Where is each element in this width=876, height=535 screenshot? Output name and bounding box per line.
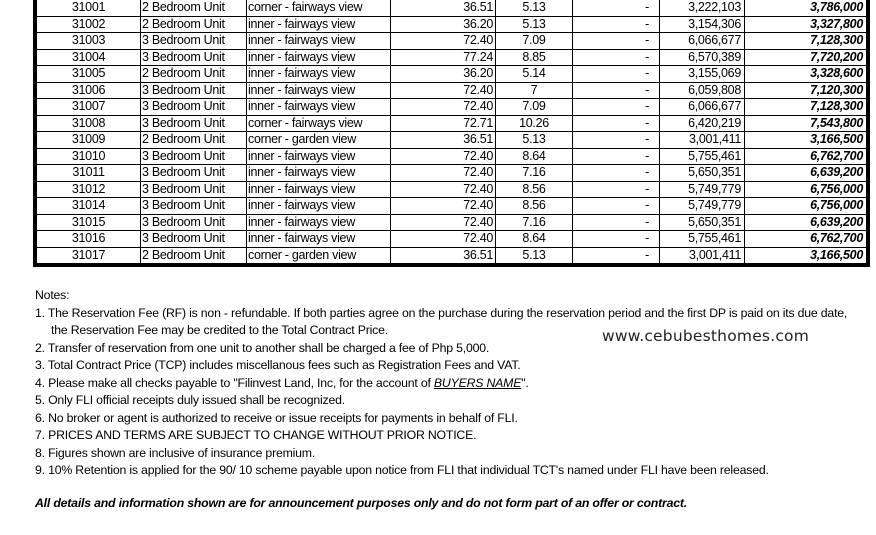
blank-value-cell: - [573,231,660,248]
unit-number-cell: 31008 [37,115,141,132]
unit-type-cell: 3 Bedroom Unit [141,198,247,215]
balcony-area-cell: 7.09 [496,99,573,116]
unit-view-cell: inner - fairways view [247,214,391,231]
table-row [37,16,867,33]
unit-number-cell: 31012 [37,181,141,198]
unit-view-cell: inner - fairways view [247,198,391,215]
balcony-area-cell: 7.09 [496,33,573,50]
unit-number-cell: 31009 [37,132,141,149]
table-row [37,148,867,165]
unit-type-cell: 3 Bedroom Unit [141,148,247,165]
unit-view-cell: inner - fairways view [247,82,391,99]
unit-number-cell: 31002 [37,16,141,33]
note-4-buyer-name: BUYERS NAME [433,375,522,390]
list-price-cell: 5,749,779 [660,198,745,215]
unit-type-cell: 3 Bedroom Unit [141,231,247,248]
table-row [37,33,867,50]
notes-section [35,287,865,480]
balcony-area-cell: 8.64 [496,231,573,248]
total-contract-price-cell: 6,756,000 [745,181,867,198]
table-row [37,132,867,149]
unit-type-cell: 3 Bedroom Unit [141,33,247,50]
unit-type-cell: 2 Bedroom Unit [141,66,247,83]
total-contract-price-cell: 3,166,500 [745,247,867,264]
unit-number-cell: 31007 [37,99,141,116]
blank-value-cell: - [573,165,660,182]
floor-area-cell: 36.51 [391,0,496,16]
floor-area-cell: 36.51 [391,132,496,149]
table-row [37,49,867,66]
total-contract-price-cell: 3,166,500 [745,132,867,149]
blank-value-cell: - [573,181,660,198]
balcony-area-cell: 5.14 [496,66,573,83]
unit-view-cell: corner - garden view [247,132,391,149]
blank-value-cell: - [573,148,660,165]
blank-value-cell: - [573,49,660,66]
floor-area-cell: 72.40 [391,99,496,116]
balcony-area-cell: 7.16 [496,165,573,182]
unit-view-cell: inner - fairways view [247,66,391,83]
table-row [37,247,867,264]
floor-area-cell: 36.20 [391,16,496,33]
list-price-cell: 3,154,306 [660,16,745,33]
note-5: 5. Only FLI official receipts duly issued shall be recognized. [35,393,345,407]
total-contract-price-cell: 3,328,600 [745,66,867,83]
unit-view-cell: inner - fairways view [247,165,391,182]
floor-area-cell: 72.40 [391,82,496,99]
unit-type-cell: 3 Bedroom Unit [141,115,247,132]
unit-view-cell: inner - fairways view [247,99,391,116]
floor-area-cell: 36.51 [391,247,496,264]
note-4-text: 4. Please make all checks payable to "Filinvest Land, Inc, for the account of [35,375,434,390]
balcony-area-cell: 7.16 [496,214,573,231]
floor-area-cell: 72.40 [391,33,496,50]
floor-area-cell: 72.40 [391,181,496,198]
total-contract-price-cell: 7,128,300 [745,33,867,50]
list-price-cell: 3,001,411 [660,247,745,264]
table-row [37,115,867,132]
note-4 [35,375,865,393]
blank-value-cell: - [573,115,660,132]
unit-number-cell: 31003 [37,33,141,50]
note-6: 6. No broker or agent is authorized to receive or issue receipts for payments in behalf of FLI. [35,410,518,425]
balcony-area-cell: 8.56 [496,198,573,215]
unit-view-cell: inner - fairways view [247,49,391,66]
total-contract-price-cell: 3,327,800 [745,16,867,33]
balcony-area-cell: 5.13 [496,16,573,33]
balcony-area-cell: 5.13 [496,247,573,264]
total-contract-price-cell: 6,756,000 [745,198,867,215]
blank-value-cell: - [573,198,660,215]
list-price-cell: 6,066,677 [660,99,745,116]
unit-view-cell: inner - fairways view [247,231,391,248]
floor-area-cell: 72.40 [391,214,496,231]
notes-heading: Notes: [35,288,70,302]
table-row [37,198,867,215]
note-4-end: ". [521,375,529,390]
list-price-cell: 5,755,461 [660,231,745,248]
balcony-area-cell: 7 [496,82,573,99]
blank-value-cell: - [573,214,660,231]
balcony-area-cell: 8.64 [496,148,573,165]
list-price-cell: 6,420,219 [660,115,745,132]
total-contract-price-cell: 6,639,200 [745,165,867,182]
unit-type-cell: 3 Bedroom Unit [141,99,247,116]
table-row [37,165,867,182]
unit-type-cell: 3 Bedroom Unit [141,49,247,66]
total-contract-price-cell: 6,762,700 [745,148,867,165]
total-contract-price-cell: 6,762,700 [745,231,867,248]
unit-type-cell: 2 Bedroom Unit [141,16,247,33]
total-contract-price-cell: 7,543,800 [745,115,867,132]
total-contract-price-cell: 7,720,200 [745,49,867,66]
list-price-cell: 5,650,351 [660,165,745,182]
list-price-cell: 5,650,351 [660,214,745,231]
blank-value-cell: - [573,99,660,116]
unit-type-cell: 2 Bedroom Unit [141,247,247,264]
floor-area-cell: 72.40 [391,165,496,182]
note-1: 1. The Reservation Fee (RF) is non - refundable. If both parties agree on the purchase during the reservation period and the first DP is paid on its due date, [35,305,848,320]
table-row [37,0,867,16]
blank-value-cell: - [573,16,660,33]
floor-area-cell: 72.40 [391,231,496,248]
floor-area-cell: 72.71 [391,115,496,132]
note-9: 9. 10% Retention is applied for the 90/ 10 scheme payable upon notice from FLI that individual TCT's named under FLI have been released. [35,463,769,477]
website-watermark: www.cebubesthomes.com [602,327,810,345]
unit-number-cell: 31005 [37,66,141,83]
unit-number-cell: 31004 [37,49,141,66]
price-list-body [37,0,867,264]
unit-number-cell: 31001 [37,0,141,16]
unit-type-cell: 3 Bedroom Unit [141,82,247,99]
floor-area-cell: 72.40 [391,148,496,165]
total-contract-price-cell: 7,120,300 [745,82,867,99]
unit-number-cell: 31006 [37,82,141,99]
floor-area-cell: 77.24 [391,49,496,66]
unit-type-cell: 2 Bedroom Unit [141,132,247,149]
table-row [37,99,867,116]
blank-value-cell: - [573,33,660,50]
note-3: 3. Total Contract Price (TCP) includes miscellanous fees such as Registration Fees and VAT. [35,358,521,372]
note-8: 8. Figures shown are inclusive of insurance premium. [35,445,316,460]
balcony-area-cell: 10.26 [496,115,573,132]
blank-value-cell: - [573,0,660,16]
unit-view-cell: inner - fairways view [247,16,391,33]
unit-number-cell: 31010 [37,148,141,165]
unit-number-cell: 31014 [37,198,141,215]
unit-view-cell: inner - fairways view [247,181,391,198]
unit-number-cell: 31015 [37,214,141,231]
floor-area-cell: 36.20 [391,66,496,83]
list-price-cell: 3,222,103 [660,0,745,16]
note-2: 2. Transfer of reservation from one unit to another shall be charged a fee of Php 5,000. [35,340,490,355]
balcony-area-cell: 5.13 [496,132,573,149]
unit-type-cell: 3 Bedroom Unit [141,214,247,231]
unit-number-cell: 31011 [37,165,141,182]
unit-type-cell: 3 Bedroom Unit [141,181,247,198]
blank-value-cell: - [573,82,660,99]
table-row [37,66,867,83]
unit-type-cell: 2 Bedroom Unit [141,0,247,16]
table-row [37,231,867,248]
balcony-area-cell: 8.85 [496,49,573,66]
disclaimer: All details and information shown are for announcement purposes only and do not form part of an offer or contract. [35,496,687,510]
note-1-continued: the Reservation Fee may be credited to the Total Contract Price. [51,323,388,337]
blank-value-cell: - [573,247,660,264]
table-row [37,82,867,99]
blank-value-cell: - [573,66,660,83]
floor-area-cell: 72.40 [391,198,496,215]
list-price-cell: 3,001,411 [660,132,745,149]
total-contract-price-cell: 3,786,000 [745,0,867,16]
table-row [37,214,867,231]
list-price-cell: 6,570,389 [660,49,745,66]
unit-view-cell: corner - garden view [247,247,391,264]
unit-number-cell: 31016 [37,231,141,248]
price-list-table [33,0,870,267]
blank-value-cell: - [573,132,660,149]
note-7: 7. PRICES AND TERMS ARE SUBJECT TO CHANGE WITHOUT PRIOR NOTICE. [35,428,477,442]
list-price-cell: 6,066,677 [660,33,745,50]
list-price-cell: 5,749,779 [660,181,745,198]
unit-view-cell: inner - fairways view [247,148,391,165]
total-contract-price-cell: 7,128,300 [745,99,867,116]
total-contract-price-cell: 6,639,200 [745,214,867,231]
balcony-area-cell: 5.13 [496,0,573,16]
table-row [37,181,867,198]
unit-number-cell: 31017 [37,247,141,264]
unit-view-cell: corner - fairways view [247,115,391,132]
unit-view-cell: corner - fairways view [247,0,391,16]
unit-view-cell: inner - fairways view [247,33,391,50]
unit-type-cell: 3 Bedroom Unit [141,165,247,182]
list-price-cell: 5,755,461 [660,148,745,165]
list-price-cell: 6,059,808 [660,82,745,99]
balcony-area-cell: 8.56 [496,181,573,198]
list-price-cell: 3,155,069 [660,66,745,83]
